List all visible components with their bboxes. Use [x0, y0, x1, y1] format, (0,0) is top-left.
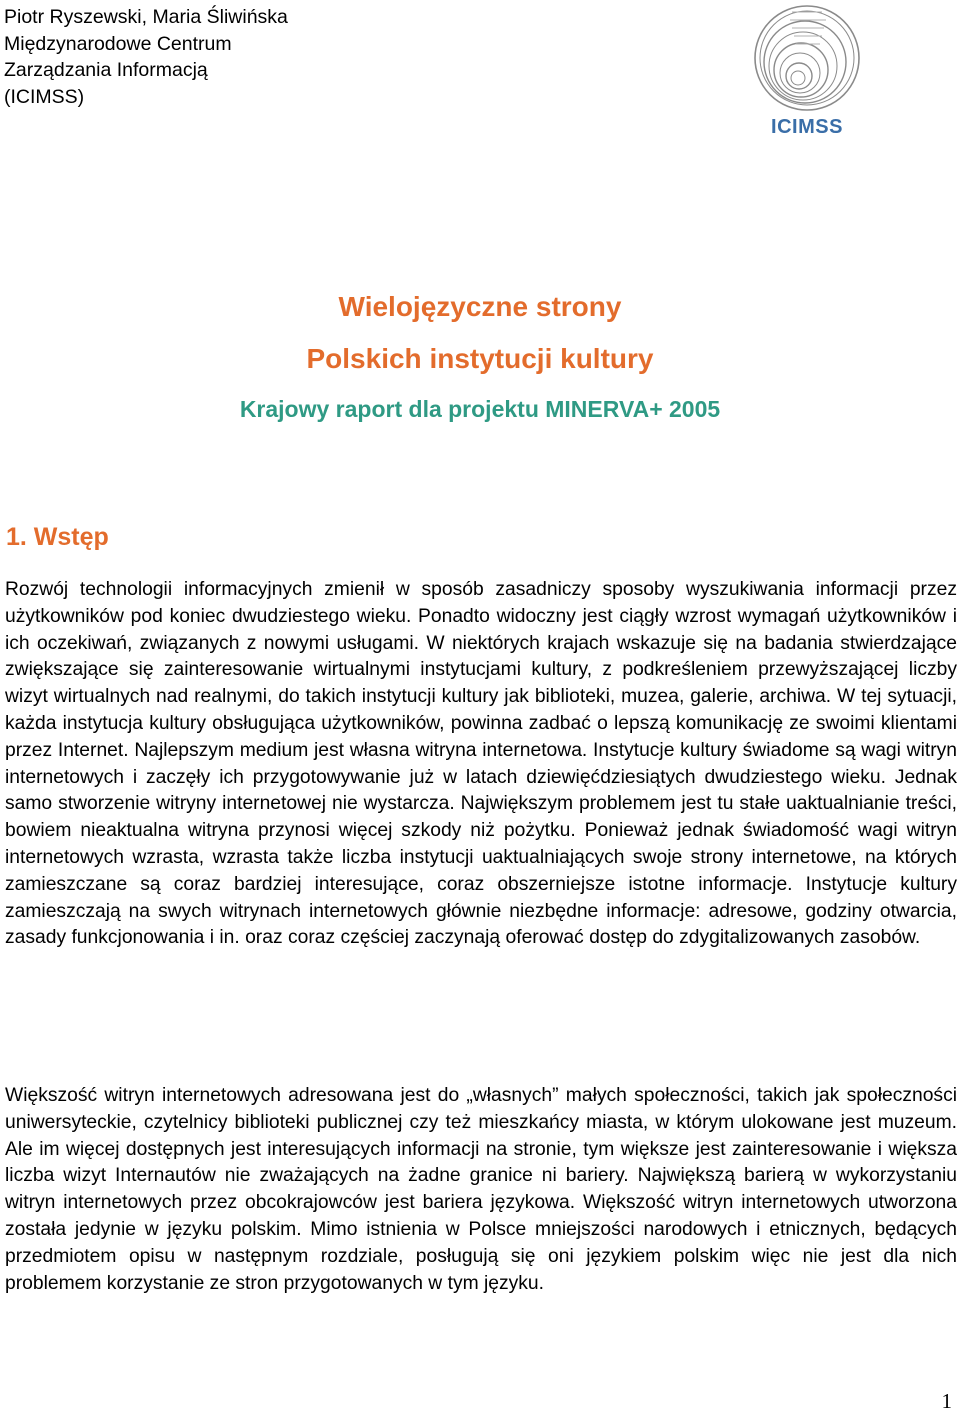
document-subtitle: Krajowy raport dla projektu MINERVA+ 2005 — [239, 396, 721, 422]
section-heading: 1. Wstęp — [6, 523, 109, 551]
icimss-logo — [752, 0, 862, 140]
document-title-line-2: Polskich instytucji kultury — [306, 343, 654, 374]
body-paragraph-2: Większość witryn internetowych adresowana jest do „własnych” małych społeczności, takich jak społeczności uniwersyteckie, czytelnicy biblioteki publicznej czy też mieszkańcy miasta, w którym ulokowane jest muzeum. Ale im więcej dostępnych jest interesujących informacji na stronie, tym większe jest zainteresowanie i większa liczba wizyt Internautów nie zważających na żadne granice ni bariery. Największą barierą w wykorzystaniu witryn internetowych przez obcokrajowców jest bariera językowa. Większość witryn internetowych utworzona została jedynie w języku polskim. Mimo istnienia w Polsce mniejszości narodowych i etnicznych, będących przedmiotem opisu w następnym rozdziale, posługują się oni językiem polskim więc nie jest dla nich problemem korzystanie ze stron przygotowanych w tym języku. — [5, 1085, 957, 1294]
title-block — [0, 292, 960, 422]
organization-line-1: Międzynarodowe Centrum — [4, 32, 232, 55]
author-names: Piotr Ryszewski, Maria Śliwińska — [4, 6, 288, 28]
page-number: 1 — [941, 1389, 952, 1413]
author-block — [4, 4, 288, 110]
logo-rings-graphic — [752, 0, 862, 116]
organization-line-2: Zarządzania Informacją — [4, 59, 208, 82]
document-title-line-1: Wielojęzyczne strony — [338, 291, 622, 322]
organization-line-3: (ICIMSS) — [4, 85, 85, 108]
body-paragraph-1: Rozwój technologii informacyjnych zmienił w sposób zasadniczy sposoby wyszukiwania informacji przez użytkowników pod koniec dwudziestego wieku. Ponadto widoczny jest ciągły wzrost wymagań użytkowników i ich oczekiwań, związanych z nowymi usługami. W niektórych krajach wskazuje się na badania stwierdzające zwiększające się zainteresowanie wirtualnymi instytucjami kultury, z podkreśleniem przewyższającej liczby wizyt wirtualnych nad realnymi, do takich instytucji kultury jak biblioteki, muzea, galerie, archiwa. W tej sytuacji, każda instytucja kultury obsługująca użytkowników, powinna zadbać o lepszą komunikację ze swoimi klientami przez Internet. Najlepszym medium jest własna witryna internetowa. Instytucje kultury świadome są wagi witryn internetowych i zaczęły ich przygotowywanie już w latach dziewięćdziesiątych dwudziestego wieku. Jednak samo stworzenie witryny internetowej nie wystarcza. Największym problemem jest tu stałe uaktualnianie treści, bowiem nieaktualna witryna przynosi więcej szkody niż pożytku. Ponieważ jednak świadomość wagi witryn internetowych wzrasta, wzrasta także liczba instytucji uaktualniających swoje strony internetowe, na których zamieszczane są coraz bardziej interesujące, coraz obszerniejsze istotne informacje. Instytucje kultury zamieszczają na swych witrynach internetowych głównie niezbędne informacje: adresowe, godziny otwarcia, zasady funkcjonowania i in. oraz coraz częściej zaczynają oferować dostęp do zdygitalizowanych zasobów. — [5, 579, 957, 949]
logo-text: ICIMSS — [771, 116, 843, 138]
